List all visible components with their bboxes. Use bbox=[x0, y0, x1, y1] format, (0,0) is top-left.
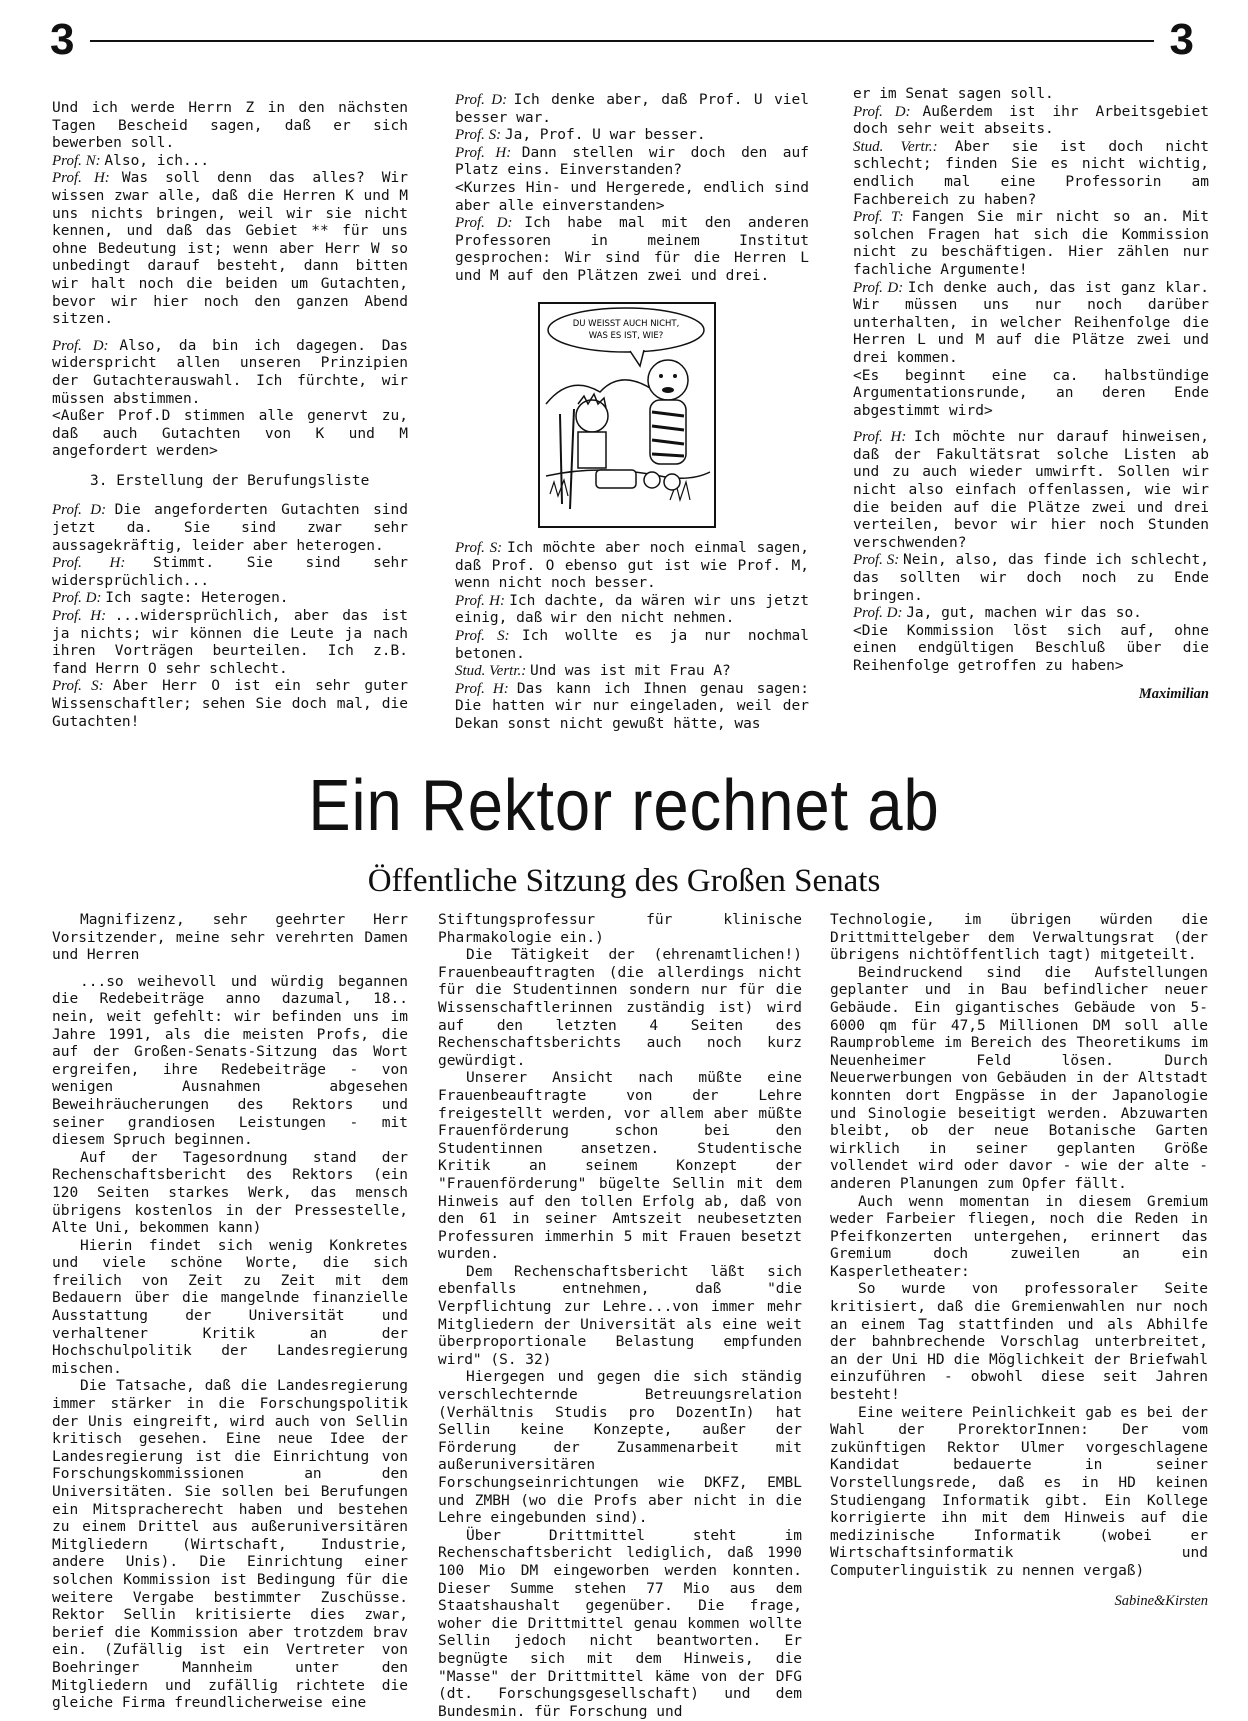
utterance-text: Also, ich... bbox=[104, 152, 210, 169]
article-headline: Ein Rektor rechnet ab bbox=[308, 766, 940, 846]
speaker-label: Prof. H: bbox=[853, 429, 915, 446]
speaker-label: Prof. S: bbox=[455, 627, 522, 644]
article-column-3 bbox=[830, 912, 1208, 1610]
protocol-utterance bbox=[455, 127, 809, 145]
page-number-left: 3 bbox=[50, 15, 75, 64]
speaker-label: Prof. D: bbox=[853, 103, 923, 120]
speaker-label: Stud. Vertr.: bbox=[853, 138, 955, 155]
protocol-utterance bbox=[52, 555, 408, 590]
protocol-note: <Die Kommission löst sich auf, ohne einen endgültigen Beschluß über die Reihenfolge getroffen zu haben> bbox=[853, 622, 1209, 674]
protocol-utterance bbox=[455, 145, 809, 180]
protocol-utterance bbox=[455, 681, 809, 734]
speaker-label: Prof. N: bbox=[52, 152, 105, 169]
utterance-text: Ich möchte aber noch einmal sagen, daß Prof. O ebenso gut ist wie Prof. M, wenn nicht noch besser. bbox=[455, 540, 809, 592]
utterance-text: Ich denke auch, das ist ganz klar. Wir müssen uns nur noch darüber unterhalten, in welcher Reihenfolge die Herren L und M auf die Plätze zwei und drei kommen. bbox=[853, 279, 1209, 366]
speaker-label: Prof. D: bbox=[853, 605, 907, 622]
protocol-utterance bbox=[853, 552, 1209, 605]
article-paragraph: So wurde von professoraler Seite kritisiert, daß die Gremienwahlen nur noch an einem Tag stattfinden und als Abhilfe der bahnbrechende Vorschlag unterbreitet, an der Uni HD die Möglichkeit der Briefwahl einzuführen - obwohl diese seit Jahren besteht! bbox=[830, 1281, 1208, 1404]
protocol-utterance bbox=[853, 605, 1209, 623]
speaker-label: Prof. H: bbox=[455, 144, 522, 161]
speaker-label: Prof. H: bbox=[52, 555, 153, 572]
speaker-label: Prof. T: bbox=[853, 209, 912, 226]
utterance-text: Das kann ich Ihnen genau sagen: Die hatten wir nur eingeladen, weil der Dekan sonst nicht gewußt hätte, was bbox=[455, 680, 809, 732]
article-column-2 bbox=[438, 912, 802, 1721]
utterance-text: Also, da bin ich dagegen. Das widerspricht allen unseren Prinzipien der Gutachterauswahl. Ich fürchte, wir müssen abstimmen. bbox=[52, 337, 408, 407]
utterance-text: Fangen Sie mir nicht so an. Mit solchen Fragen hat sich die Kommission nicht zu beschäftigen. Hier zählen nur fachliche Argumente! bbox=[853, 209, 1209, 278]
protocol-signature: Maximilian bbox=[1138, 685, 1209, 702]
utterance-text: Ich wollte es ja nur nochmal betonen. bbox=[455, 627, 809, 662]
protocol-note: 3. Erstellung der Berufungsliste bbox=[90, 472, 370, 489]
protocol-utterance bbox=[52, 678, 408, 731]
protocol-utterance bbox=[52, 338, 408, 408]
utterance-text: Ja, Prof. U war besser. bbox=[504, 127, 706, 144]
speaker-label: Prof. H: bbox=[455, 680, 517, 697]
speaker-label: Prof. S: bbox=[455, 540, 507, 556]
comic-illustration bbox=[540, 304, 714, 526]
article-paragraph: Beindruckend sind die Aufstellungen geplanter und in Bau befindlicher neuer Gebäude. Ein gigantisches Gebäude von 5-6000 qm für 47,5 Millionen DM soll alle Raumprobleme im Bereich des Theoretikums im Neuenheimer Feld lösen. Durch Neuerwerbungen von Gebäuden in der Altstadt konnten dort Engpässe in der Japanologie und Sinologie beseitigt werden. Abzuwarten bleibt, ob der neue Botanische Garten wirklich in seiner geplanten Größe vollendet wird oder davor - wie der alte - anderen Planungen zum Opfer fällt. bbox=[830, 964, 1208, 1192]
speaker-label: Prof. D: bbox=[52, 502, 115, 519]
article-paragraph: Auf der Tagesordnung stand der Rechenschaftsbericht des Rektors (ein 120 Seiten starkes Werk, das mensch übrigens kostenlos in der Pressestelle, Alte Uni, bekommen kann) bbox=[52, 1149, 408, 1237]
speaker-label: Prof. D: bbox=[52, 590, 106, 607]
article-paragraph: Die Tätigkeit der (ehrenamtlichen!) Frauenbeauftragten (die allerdings nicht für die Studentinnen sondern nur für die Wissenschaftlerinnen zuständig ist) wird auf den letzten 4 Seiten des Rechenschaftsberichts auch noch kurz gewürdigt. bbox=[438, 947, 802, 1069]
protocol-utterance bbox=[52, 153, 408, 171]
article-paragraph: Technologie, im übrigen würden die Drittmittelgeber dem Verwaltungsrat (der übrigens nichtöffentlich tagt) mitgeteilt. bbox=[830, 912, 1208, 964]
protocol-utterance bbox=[853, 209, 1209, 279]
utterance-text: Dann stellen wir doch den auf Platz eins. Einverstanden? bbox=[455, 144, 809, 179]
article-paragraph: Stiftungsprofessur für klinische Pharmakologie ein.) bbox=[438, 912, 802, 946]
speaker-label: Prof. H: bbox=[52, 170, 122, 187]
speaker-label: Prof. D: bbox=[455, 215, 525, 232]
speaker-label: Prof. S: bbox=[455, 127, 505, 144]
protocol-note: Und ich werde Herrn Z in den nächsten Tagen Bescheid sagen, daß er sich bewerben soll. bbox=[52, 100, 408, 152]
article-paragraph: Magnifizenz, sehr geehrter Herr Vorsitzender, meine sehr verehrten Damen und Herren bbox=[52, 912, 408, 964]
header-rule bbox=[90, 40, 1154, 42]
protocol-utterance bbox=[455, 593, 809, 628]
utterance-text: Aber sie ist doch nicht schlecht; finden Sie es nicht wichtig, endlich mal eine Professorin am Fachbereich zu haben? bbox=[853, 138, 1209, 208]
utterance-text: Was soll denn das alles? Wir wissen zwar alle, daß die Herren K und M uns nichts bringen, weil wir sie nicht kennen, und daß das Gebiet ** für uns ohne Bedeutung ist; wenn aber Herr W so unbedingt darauf besteht, dann bitten wir halt noch die beiden um Gutachten, bevor wir hier noch den ganzen Abend sitzen. bbox=[52, 170, 408, 328]
speaker-label: Prof. D: bbox=[853, 279, 908, 296]
utterance-text: Nein, also, das finde ich schlecht, das sollten wir doch noch zu Ende bringen. bbox=[853, 552, 1209, 604]
utterance-text: Ich habe mal mit den anderen Professoren in meinem Institut gesprochen: Wir sind für die Herren L und M auf den Plätzen zwei und drei. bbox=[455, 215, 809, 284]
speaker-label: Prof. H: bbox=[52, 608, 115, 625]
speaker-label: Prof. D: bbox=[52, 337, 120, 354]
article-signature: Sabine&Kirsten bbox=[1114, 1592, 1208, 1609]
protocol-note: <Kurzes Hin- und Hergerede, endlich sind aber alle einverstanden> bbox=[455, 179, 809, 214]
protocol-utterance bbox=[853, 429, 1209, 552]
protocol-column-2 bbox=[455, 92, 809, 286]
utterance-text: Außerdem ist ihr Arbeitsgebiet doch sehr weit abseits. bbox=[853, 103, 1209, 138]
comic-strip-panel bbox=[538, 302, 716, 528]
protocol-utterance bbox=[52, 502, 408, 555]
protocol-column-3 bbox=[853, 86, 1209, 703]
utterance-text: Ich dachte, da wären wir uns jetzt einig, daß wir den nicht nehmen. bbox=[455, 592, 809, 627]
utterance-text: Stimmt. Sie sind sehr widersprüchlich... bbox=[52, 555, 408, 589]
speaker-label: Prof. S: bbox=[52, 678, 113, 695]
article-paragraph: Dem Rechenschaftsbericht läßt sich ebenfalls entnehmen, daß "die Verpflichtung zur Lehre...von immer mehr Mitgliedern der Universität als eine weit überproportionale Belastung empfunden wird" (S. 32) bbox=[438, 1263, 802, 1368]
article-paragraph: Die Tatsache, daß die Landesregierung immer stärker in die Forschungspolitik der Unis eingreift, wird auch von Sellin kritisch gesehen. Eine neue Idee der Landesregierung ist die Einrichtung von Forschungskommissionen an den Universitäten. Sie sollen bei Berufungen ein Mitspracherecht haben und bestehen zu einem Drittel aus außeruniversitären Mitgliedern (Wirtschaft, Industrie, andere Unis). Die Einrichtung einer solchen Kommission ist Bedingung für die weitere Vergabe bestimmter Zuschüsse. Rektor Sellin kritisierte dies zwar, berief die Kommission aber trotzdem brav ein. (Zufällig ist ein Vertreter von Boehringer Mannheim unter den Mitgliedern und zufällig richtete die gleiche Firma freundlicherweise eine bbox=[52, 1378, 408, 1712]
protocol-note: <Es beginnt eine ca. halbstündige Argumentationsrunde, an deren Ende abgestimmt wird> bbox=[853, 367, 1209, 419]
speaker-label: Stud. Vertr.: bbox=[455, 663, 530, 680]
protocol-utterance bbox=[853, 139, 1209, 209]
utterance-text: Ich möchte nur darauf hinweisen, daß der Fakultätsrat solche Listen ab und zu auch wieder umwirft. Sollen wir nicht also einfach offenlassen, wie wir die beiden auf die Plätze zwei und drei verteilen, bevor wir hier noch Stunden verschwenden? bbox=[853, 429, 1209, 551]
article-paragraph: Hierin findet sich wenig Konkretes und viele schöne Worte, die sich freilich von Zeit zu Zeit mit dem Bedauern über die mangelnde finanzielle Ausstattung der Universität und verhaltener Kritik an der Hochschulpolitik der Landesregierung mischen. bbox=[52, 1237, 408, 1377]
protocol-column-1 bbox=[52, 100, 408, 731]
utterance-text: Die angeforderten Gutachten sind jetzt da. Sie sind zwar sehr aussagekräftig, leider aber heterogen. bbox=[52, 502, 408, 554]
protocol-utterance bbox=[455, 215, 809, 285]
protocol-utterance bbox=[455, 92, 809, 127]
page-number-right: 3 bbox=[1169, 15, 1194, 64]
speaker-label: Prof. D: bbox=[455, 92, 514, 108]
article-column-1 bbox=[52, 912, 408, 1713]
protocol-utterance bbox=[455, 663, 809, 681]
utterance-text: Ich sagte: Heterogen. bbox=[105, 590, 289, 607]
protocol-utterance bbox=[52, 590, 408, 608]
article-paragraph: Eine weitere Peinlichkeit gab es bei der Wahl der ProrektorInnen: Der vom zukünftigen Rektor Ulmer vorgeschlagene Kandidat bedauerte in seiner Vorstellungsrede, daß es in HD keinen Studiengang Informatik gibt. Ein Kollege korrigierte ihn mit dem Hinweis auf die medizinische Informatik (wobei er Wirtschaftsinformatik und Computerlinguistik zu nennen vergaß) bbox=[830, 1404, 1208, 1579]
protocol-utterance bbox=[455, 540, 809, 593]
speaker-label: Prof. H: bbox=[455, 592, 510, 609]
article-paragraph: Hiergegen und gegen die sich ständig verschlechternde Betreuungsrelation (Verhältnis Studis pro DozentIn) hat Sellin keine Konzepte, außer der Förderung der Zusammenarbeit mit außeruniversitären Forschungseinrichtungen wie DKFZ, EMBL und ZMBH (wo die Profs aber nicht in die Lehre eingebunden sind). bbox=[438, 1369, 802, 1527]
protocol-note: er im Senat sagen soll. bbox=[853, 86, 1054, 102]
protocol-utterance bbox=[853, 104, 1209, 139]
utterance-text: Aber Herr O ist ein sehr guter Wissenschaftler; sehen Sie doch mal, die Gutachten! bbox=[52, 678, 408, 730]
protocol-utterance bbox=[853, 280, 1209, 368]
comic-speech-line-2: WAS ES IST, WIE? bbox=[588, 331, 664, 341]
article-paragraph: Unserer Ansicht nach müßte eine Frauenbeauftragte von der Lehre freigestellt werden, vor allem aber müßte Frauenförderung schon bei den Studentinnen ansetzen. Studentische Kritik an seinem Konzept der "Frauenförderung" bügelte Sellin mit dem Hinweis auf den tollen Erfolg ab, daß von den 61 in seiner Amtszeit neubesetzten Professuren immerhin 5 mit Frauen besetzt wurden. bbox=[438, 1070, 802, 1263]
article-subheadline: Öffentliche Sitzung des Großen Senats bbox=[367, 863, 881, 899]
protocol-utterance bbox=[52, 170, 408, 328]
comic-speech-line-1: DU WEISST AUCH NICHT, bbox=[572, 319, 680, 329]
protocol-column-2-continued bbox=[455, 540, 809, 734]
article-paragraph: ...so weihevoll und würdig begannen die Redebeiträge anno dazumal, 18.. nein, weit gefehlt: wir befinden uns im Jahre 1991, als die meisten Profs, die auf der Großen-Senats-Sitzung das Wort ergreifen, ihre Redebeiträge - von wenigen Ausnahmen abgesehen Beweihräucherungen des Rektors und seiner grandiosen Leistungen - mit diesem Spruch beginnen. bbox=[52, 973, 408, 1149]
article-paragraph: Auch wenn momentan in diesem Gremium weder Farbeier fliegen, noch die Reden in Pfeifkonzerten untergehen, erinnert das Gremium doch zuweilen an ein Kasperletheater: bbox=[830, 1193, 1208, 1280]
utterance-text: Ich denke aber, daß Prof. U viel besser war. bbox=[455, 92, 809, 126]
utterance-text: Ja, gut, machen wir das so. bbox=[906, 605, 1142, 622]
utterance-text: Und was ist mit Frau A? bbox=[530, 663, 731, 680]
protocol-utterance bbox=[455, 628, 809, 663]
protocol-note: <Außer Prof.D stimmen alle genervt zu, daß auch Gutachten von K und M angefordert werden> bbox=[52, 408, 408, 460]
article-paragraph: Über Drittmittel steht im Rechenschaftsbericht lediglich, daß 1990 100 Mio DM eingeworben werden konnten. Dieser Summe stehen 77 Mio aus dem Staatshaushalt gegenüber. Die frage, woher die Drittmittel genau kommen wollte Sellin jedoch nicht beantworten. Er begnügte sich mit dem Hinweis, die "Masse" der Drittmittel käme von der DFG (dt. Forschungsgesellschaft) und dem Bundesmin. für Forschung und bbox=[438, 1527, 802, 1720]
utterance-text: ...widersprüchlich, aber das ist ja nichts; wir können die Leute ja nach ihren Vorträgen beurteilen. Ich z.B. fand Herrn O sehr schlecht. bbox=[52, 608, 408, 677]
protocol-utterance bbox=[52, 608, 408, 678]
speaker-label: Prof. S: bbox=[853, 552, 904, 569]
